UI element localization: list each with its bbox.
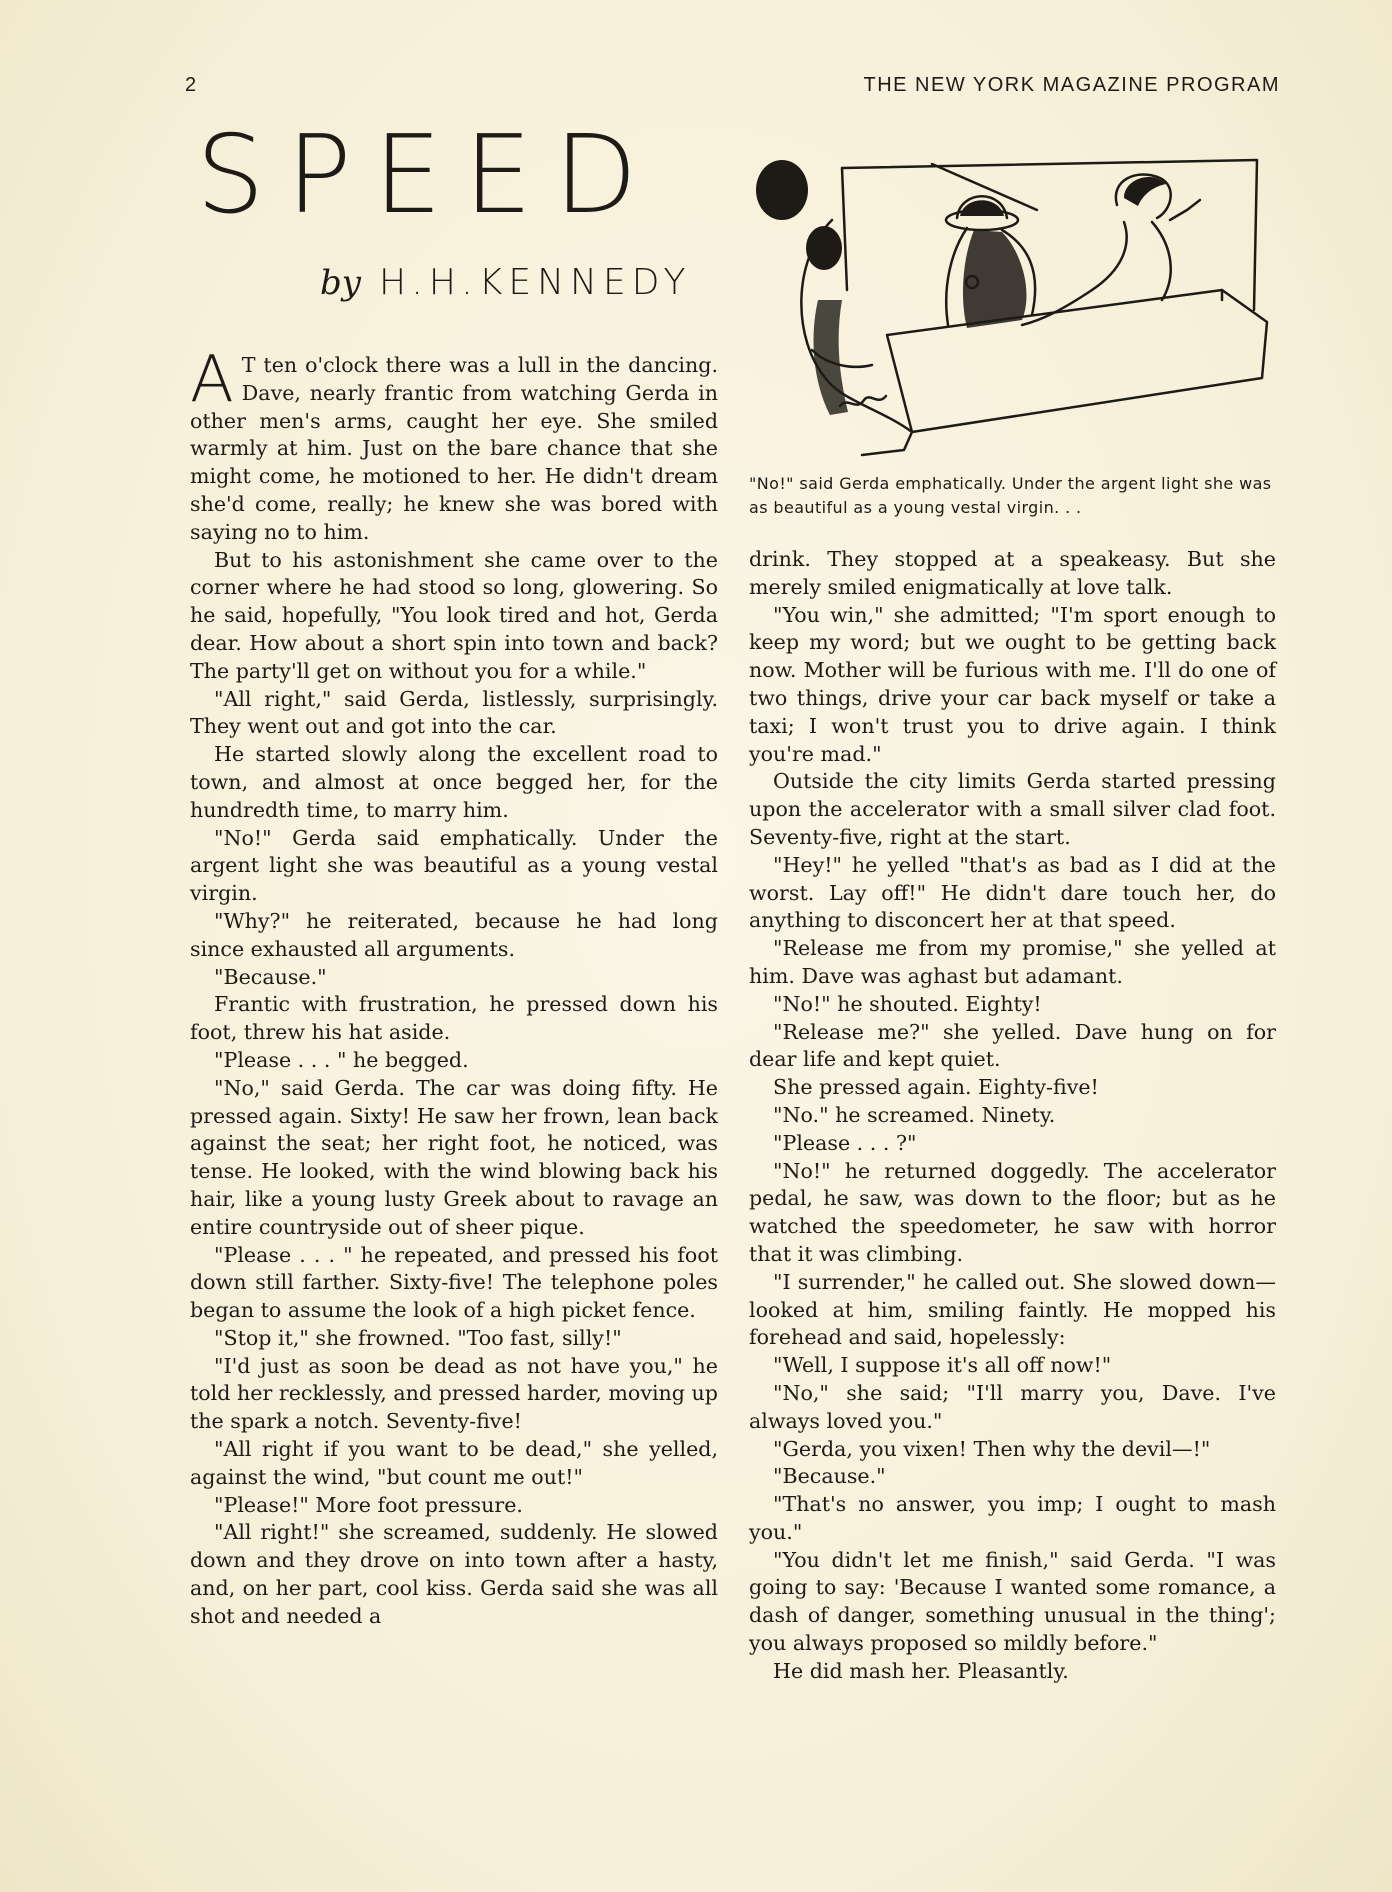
paragraph: "You didn't let me finish," said Gerda. "I was going to say: 'Because I wanted some romance, a dash of danger, something unusual in the thing'; you always proposed so mildly before." (749, 1547, 1276, 1656)
paragraph: "Please!" More foot pressure. (214, 1492, 523, 1517)
paragraph: "All right!" she screamed, suddenly. He slowed down and they drove on into town after a hasty, and, on her part, cool kiss. Gerda said she was all shot and needed a (190, 1520, 718, 1628)
opening-paragraph (190, 343, 718, 547)
left-column (190, 343, 718, 1631)
paragraph: "Please . . . " he begged. (214, 1047, 469, 1072)
paragraph: "No." he screamed. Ninety. (773, 1102, 1056, 1127)
paragraph: "No!" he returned doggedly. The accelerator pedal, he saw, was down to the floor; but as he watched the speedometer, he saw with horror that it was climbing. (749, 1158, 1276, 1266)
paragraph: She pressed again. Eighty-five! (773, 1075, 1099, 1100)
paragraph: He did mash her. Pleasantly. (773, 1658, 1069, 1683)
right-column (749, 546, 1276, 1686)
paragraph: drink. They stopped at a speakeasy. But she merely smiled enigmatically at love talk. (749, 547, 1276, 599)
paragraph: "No," she said; "I'll marry you, Dave. I've always loved you." (749, 1380, 1276, 1433)
paragraph: "Well, I suppose it's all off now!" (773, 1353, 1112, 1378)
paragraph: "You win," she admitted; "I'm sport enough to keep my word; but we ought to be getting back now. Mother will be furious with me. I'll do one of two things, drive your car back myself or take a taxi; I won't trust you to drive again. I think you're mad." (749, 602, 1276, 766)
paragraph: "I'd just as soon be dead as not have you," he told her recklessly, and pressed harder, moving up the spark a notch. Seventy-five! (190, 1353, 718, 1434)
paragraph: Outside the city limits Gerda started pressing upon the accelerator with a small silver clad foot. Seventy-five, right at the start. (749, 769, 1276, 849)
byline (320, 262, 691, 303)
paragraph: "Please . . . ?" (773, 1130, 917, 1155)
drop-cap: A (190, 343, 234, 417)
paragraph: "Gerda, you vixen! Then why the devil—!" (773, 1436, 1211, 1461)
paragraph: "No!" Gerda said emphatically. Under the argent light she was beautiful as a young vestal virgin. (190, 825, 718, 906)
paragraph: "All right if you want to be dead," she yelled, against the wind, "but count me out!" (190, 1437, 718, 1489)
paragraph: "Because." (773, 1464, 886, 1489)
paragraph: "No," said Gerda. The car was doing fifty. He pressed again. Sixty! He saw her frown, lean back against the seat; her right foot, he noticed, was tense. He looked, with the wind blowing back his hair, like a young lusty Greek about to ravage an entire countryside out of sheer pique. (190, 1075, 718, 1239)
paragraph: "Stop it," she frowned. "Too fast, silly!" (214, 1325, 622, 1350)
paragraph: "Hey!" he yelled "that's as bad as I did at the worst. Lay off!" He didn't dare touch her, do anything to disconcert her at that speed. (749, 852, 1276, 933)
paragraph: Frantic with frustration, he pressed down his foot, threw his hat aside. (190, 992, 718, 1045)
paragraph: "All right," said Gerda, listlessly, surprisingly. They went out and got into the car. (190, 686, 718, 739)
illustration-caption: "No!" said Gerda emphatically. Under the argent light she was as beautiful as a young vestal virgin. . . (749, 474, 1272, 517)
paragraph: "No!" he shouted. Eighty! (773, 991, 1042, 1016)
paragraph: "I surrender," he called out. She slowed down—looked at him, smiling faintly. He mopped his forehead and said, hopelessly: (749, 1269, 1276, 1350)
author-name: H.H.KENNEDY (378, 262, 692, 303)
paragraph: "That's no answer, you imp; I ought to mash you." (749, 1492, 1276, 1544)
running-head: THE NEW YORK MAGAZINE PROGRAM (863, 74, 1280, 96)
paragraph: But to his astonishment she came over to the corner where he had stood so long, glowering. So he said, hopefully, "You look tired and hot, Gerda dear. How about a short spin into town and back? The party'll get on without you for a while." (190, 547, 718, 683)
paragraph: He started slowly along the excellent road to town, and almost at once begged her, for the hundredth time, to marry him. (190, 742, 718, 822)
page-number: 2 (185, 74, 197, 96)
paragraph: "Release me?" she yelled. Dave hung on for dear life and kept quiet. (749, 1019, 1276, 1072)
paragraph: "Please . . . " he repeated, and pressed his foot down still farther. Sixty-five! The telephone poles began to assume the look of a high picket fence. (190, 1242, 718, 1323)
byline-prefix: by (320, 263, 361, 303)
story-title: SPEED (196, 113, 660, 238)
paragraph: "Why?" he reiterated, because he had long since exhausted all arguments. (190, 908, 718, 961)
car-illustration (752, 150, 1272, 460)
opening-text: T ten o'clock there was a lull in the dancing. Dave, nearly frantic from watching Gerda in other men's arms, caught her eye. She smiled warmly at him. Just on the bare chance that she might come, he motioned to her. He didn't dream she'd come, really; he knew she was bored with saying no to him. (190, 353, 718, 544)
paragraph: "Release me from my promise," she yelled at him. Dave was aghast but adamant. (749, 936, 1276, 988)
paragraph: "Because." (214, 964, 327, 989)
